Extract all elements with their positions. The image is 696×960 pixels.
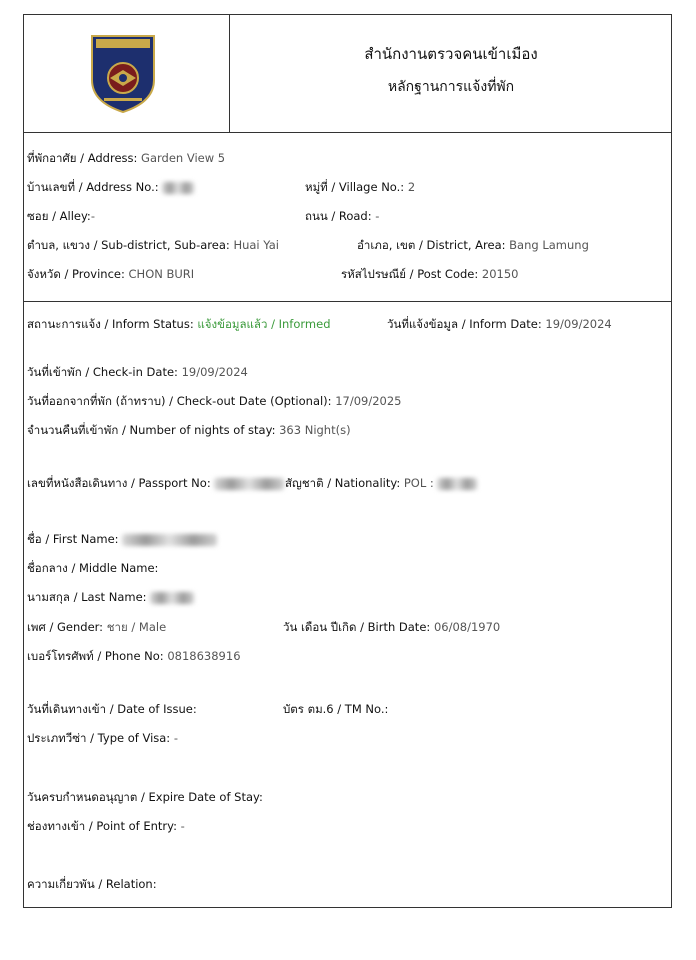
point-of-entry-label: ช่องทางเข้า / Point of Entry:: [27, 819, 177, 833]
tm-no-row: [283, 701, 388, 717]
document-frame: [23, 14, 672, 908]
point-of-entry-row: [27, 818, 185, 834]
nationality-row: [285, 475, 477, 491]
tm-no-label: บัตร ตม.6 / TM No.:: [283, 702, 389, 716]
middle-name-row: [27, 560, 158, 576]
village-row: [305, 179, 415, 195]
phone-label: เบอร์โทรศัพท์ / Phone No:: [27, 649, 164, 663]
province-row: [27, 266, 194, 282]
issue-date-label: วันที่เดินทางเข้า / Date of Issue:: [27, 702, 197, 716]
address-no-row: [27, 179, 194, 195]
road-value: -: [375, 209, 380, 223]
first-name-label: ชื่อ / First Name:: [27, 532, 119, 546]
alley-row: [27, 208, 95, 224]
passport-row: [27, 475, 284, 491]
postcode-label: รหัสไปรษณีย์ / Post Code:: [341, 267, 479, 281]
visa-type-label: ประเภทวีซ่า / Type of Visa:: [27, 731, 171, 745]
nights-label: จำนวนคืนที่เข้าพัก / Number of nights of stay:: [27, 423, 276, 437]
inform-status-value: แจ้งข้อมูลแล้ว / Informed: [197, 317, 331, 331]
postcode-row: [341, 266, 519, 282]
point-of-entry-value: -: [180, 819, 185, 833]
province-label: จังหวัด / Province:: [27, 267, 125, 281]
alley-value: -: [90, 209, 95, 223]
expire-date-row: [27, 789, 263, 805]
village-value: 2: [407, 180, 416, 194]
address-bottom-rule: [24, 301, 671, 302]
phone-row: [27, 648, 241, 664]
district-label: อำเภอ, เขต / District, Area:: [357, 238, 506, 252]
address-no-label: บ้านเลขที่ / Address No.:: [27, 180, 159, 194]
gender-label: เพศ / Gender:: [27, 620, 104, 634]
inform-date-value: 19/09/2024: [545, 317, 612, 331]
phone-value: 0818638916: [167, 649, 241, 663]
visa-type-row: [27, 730, 178, 746]
middle-name-label: ชื่อกลาง / Middle Name:: [27, 561, 159, 575]
nights-value: 363 Night(s): [279, 423, 351, 437]
first-name-row: [27, 531, 217, 547]
redacted-first-name: [122, 534, 217, 546]
header-bottom-rule: [24, 132, 671, 133]
relation-label: ความเกี่ยวพัน / Relation:: [27, 877, 157, 891]
alley-label: ซอย / Alley:: [27, 209, 91, 223]
checkin-value: 19/09/2024: [181, 365, 248, 379]
birth-date-value: 06/08/1970: [433, 620, 501, 634]
village-label: หมู่ที่ / Village No.:: [305, 180, 405, 194]
inform-date-label: วันที่แจ้งข้อมูล / Inform Date:: [387, 317, 542, 331]
document-subtitle: หลักฐานการแจ้งที่พัก: [387, 79, 515, 95]
district-value: Bang Lamung: [509, 238, 589, 252]
relation-row: [27, 876, 157, 892]
checkout-value: 17/09/2025: [335, 394, 402, 408]
checkin-label: วันที่เข้าพัก / Check-in Date:: [27, 365, 178, 379]
province-value: CHON BURI: [128, 267, 195, 281]
last-name-label: นามสกุล / Last Name:: [27, 590, 147, 604]
redacted-last-name: [150, 592, 194, 604]
nights-row: [27, 422, 351, 438]
nationality-value: POL :: [403, 476, 434, 490]
postcode-value: 20150: [481, 267, 519, 281]
office-title: สำนักงานตรวจคนเข้าเมือง: [364, 45, 538, 63]
expire-date-label: วันครบกำหนดอนุญาต / Expire Date of Stay:: [27, 790, 263, 804]
subdistrict-value: Huai Yai: [233, 238, 279, 252]
redacted-nationality: [437, 478, 477, 490]
subdistrict-label: ตำบล, แขวง / Sub-district, Sub-area:: [27, 238, 230, 252]
residence-value: Garden View 5: [141, 151, 226, 165]
header-divider: [229, 15, 230, 132]
checkout-row: [27, 393, 402, 409]
residence-label: ที่พักอาศัย / Address:: [27, 151, 138, 165]
road-label: ถนน / Road:: [305, 209, 372, 223]
immigration-bureau-logo: [88, 30, 158, 114]
inform-date-row: [387, 316, 612, 332]
visa-type-value: -: [173, 731, 178, 745]
last-name-row: [27, 589, 194, 605]
inform-status-label: สถานะการแจ้ง / Inform Status:: [27, 317, 194, 331]
subdistrict-row: [27, 237, 279, 253]
passport-label: เลขที่หนังสือเดินทาง / Passport No:: [27, 476, 211, 490]
gender-value: ชาย / Male: [106, 620, 167, 634]
redacted-address-no: [162, 182, 194, 194]
inform-status-row: [27, 316, 331, 332]
nationality-label: สัญชาติ / Nationality:: [285, 476, 401, 490]
checkout-label: วันที่ออกจากที่พัก (ถ้าทราบ) / Check-out Date (Optional):: [27, 394, 332, 408]
birth-date-row: [283, 619, 500, 635]
road-row: [305, 208, 379, 224]
redacted-passport-no: [214, 478, 284, 490]
checkin-row: [27, 364, 248, 380]
gender-row: [27, 619, 166, 635]
district-row: [357, 237, 589, 253]
issue-date-row: [27, 701, 197, 717]
residence-row: [27, 150, 225, 166]
birth-date-label: วัน เดือน ปีเกิด / Birth Date:: [283, 620, 431, 634]
